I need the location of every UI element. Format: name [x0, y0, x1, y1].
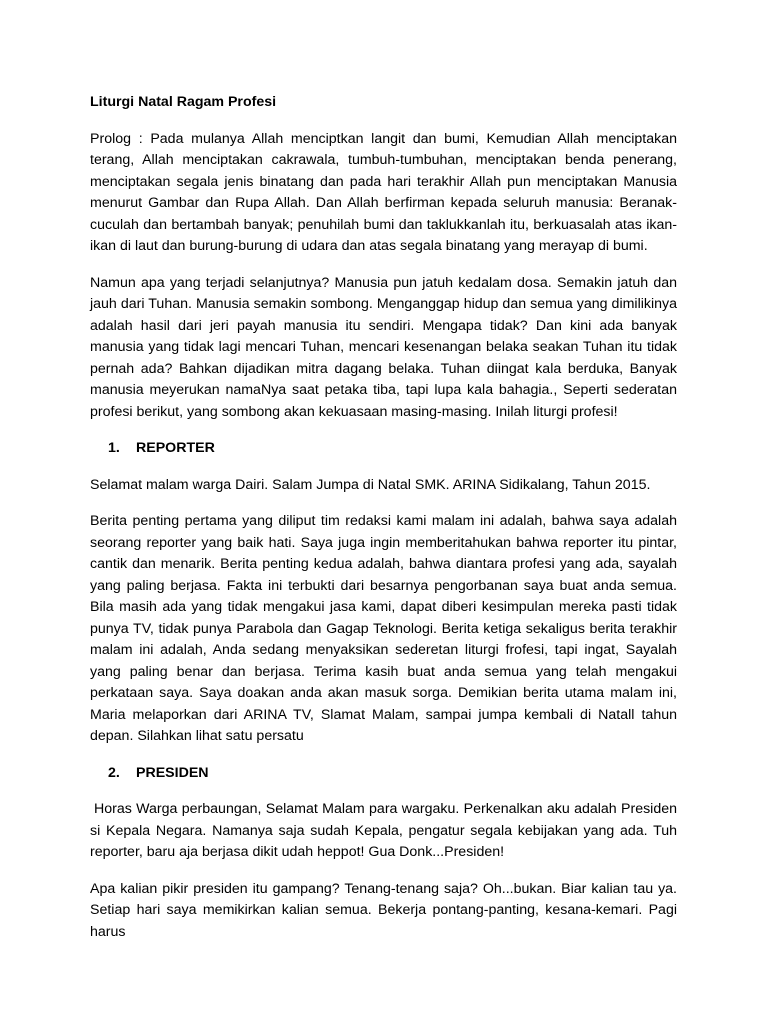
- section-number: 2.: [108, 764, 120, 781]
- presiden-paragraph: Apa kalian pikir presiden itu gampang? Tenang-tenang saja? Oh...bukan. Biar kalian tau ya. Setiap hari saya memikirkan kalian semua. Bekerja pontang-panting, kesana-kemari. Pagi harus: [90, 880, 677, 940]
- section-title: PRESIDEN: [136, 764, 209, 781]
- section-title: REPORTER: [136, 440, 215, 456]
- presiden-paragraph: Horas Warga perbaungan, Selamat Malam para wargaku. Perkenalkan aku adalah Presiden si Kepala Negara. Namanya saja sudah Kepala, pengatur segala kebijakan yang ada. Tuh reporter, baru aja berjasa dikit udah heppot! Gua Donk...Presiden!: [90, 801, 677, 860]
- intro-paragraph: Namun apa yang terjadi selanjutnya? Manusia pun jatuh kedalam dosa. Semakin jatuh dan jauh dari Tuhan. Manusia semakin sombong. Menganggap hidup dan semua yang dimilikinya adalah hasil dari jeri payah manusia itu sendiri. Mengapa tidak? Dan kini ada banyak manusia yang tidak lagi mencari Tuhan, mencari kesenangan belaka seakan Tuhan itu tidak pernah ada? Bahkan dijadikan mitra dagang belaka. Tuhan diingat kala berduka, Banyak manusia meyerukan namaNya saat petaka tiba, tapi lupa kala bahagia., Seperti sederatan profesi berikut, yang sombong akan kekuasaan masing-masing. Inilah liturgi profesi!: [90, 274, 677, 420]
- section-heading-reporter: [90, 438, 677, 460]
- document-page: [90, 92, 677, 958]
- prolog-paragraph: Prolog : Pada mulanya Allah menciptkan langit dan bumi, Kemudian Allah menciptakan terang, Allah menciptakan cakrawala, tumbuh-tumbuhan, menciptakan benda penerang, menciptakan segala jenis binatang dan pada hari terakhir Allah pun menciptakan Manusia menurut Gambar dan Rupa Allah. Dan Allah berfirman kepada seluruh manusia: Beranak-cuculah dan bertambah banyak; penuhilah bumi dan taklukkanlah itu, berkuasalah atas ikan-ikan di laut dan burung-burung di udara dan atas segala binatang yang merayap di bumi.: [90, 130, 677, 254]
- section-number: 1.: [108, 440, 120, 456]
- reporter-paragraph: Berita penting pertama yang diliput tim redaksi kami malam ini adalah, bahwa saya adalah seorang reporter yang baik hati. Saya juga ingin memberitahukan bahwa reporter itu pintar, cantik dan menarik. Berita penting kedua adalah, bahwa diantara profesi yang ada, sayalah yang paling berjasa. Fakta ini terbukti dari besarnya pengorbanan saya buat anda semua. Bila masih ada yang tidak mengakui jasa kami, dapat diberi kesimpulan mereka pasti tidak punya TV, tidak punya Parabola dan Gagap Teknologi. Berita ketiga sekaligus berita terakhir malam ini adalah, Anda sedang menyaksikan sederetan liturgi frofesi, tapi ingat, Sayalah yang paling benar dan berjasa. Terima kasih buat anda semua yang telah mengakui perkataan saya. Saya doakan anda akan masuk sorga. Demikian berita utama malam ini, Maria melaporkan dari ARINA TV, Slamat Malam, sampai jumpa kembali di Natall tahun depan. Silahkan lihat satu persatu: [90, 513, 677, 744]
- section-heading-presiden: [90, 763, 677, 785]
- document-title: Liturgi Natal Ragam Profesi: [90, 94, 277, 110]
- reporter-paragraph: Selamat malam warga Dairi. Salam Jumpa di Natal SMK. ARINA Sidikalang, Tahun 2015.: [90, 476, 651, 493]
